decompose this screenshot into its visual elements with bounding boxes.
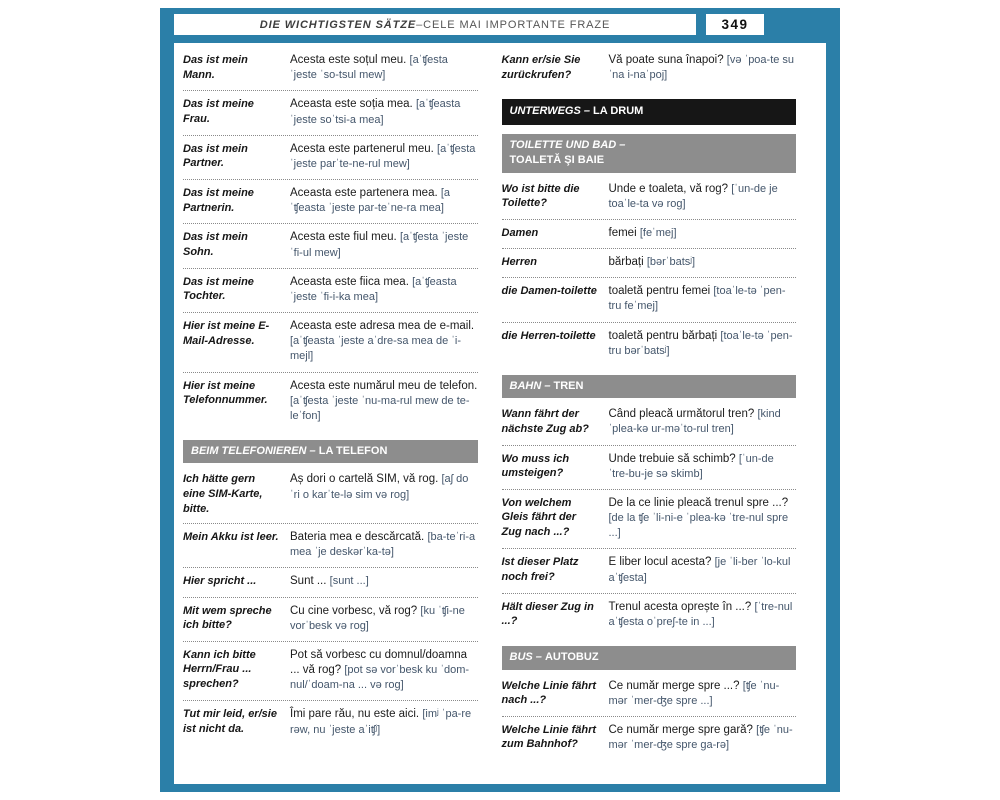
phrase-row (502, 446, 797, 490)
section-header-romanian: TOALETĂ ŞI BAIE (509, 154, 605, 167)
phonetic-transcription: [toaˈle-tə ˈpen-tru bərˈbatsʲ] (608, 329, 793, 357)
german-phrase: Wo muss ich umsteigen? (501, 452, 570, 480)
phonetic-transcription: [ˈun-de je toaˈle-ta və rog] (608, 182, 778, 210)
german-phrase: Das ist mein Partner. (183, 142, 248, 170)
romanian-translation: E liber locul acesta? (608, 556, 715, 569)
romanian-translation: Vă poate suna înapoi? (608, 54, 727, 66)
romanian-translation: De la ce linie pleacă trenul spre ...? (608, 496, 789, 509)
german-phrase: Ich hätte gern eine SIM-Karte, bitte. (183, 473, 263, 515)
romanian-translation: Ce număr merge spre gară? (608, 723, 757, 736)
romanian-translation: Acesta este soțul meu. (290, 54, 410, 66)
phrase-row (502, 220, 797, 249)
romanian-translation: Acesta este partenerul meu. (290, 142, 438, 155)
romanian-translation: Aceasta este adresa mea de e-mail. (290, 320, 475, 333)
phonetic-transcription: [bərˈbatsʲ] (646, 256, 696, 269)
german-phrase: Welche Linie fährt zum Bahnhof? (501, 723, 597, 751)
phonetic-transcription: [pot sə vorˈbesk ku ˈdom-nul/ˈdoam-na ... və rog] (290, 664, 470, 692)
translation-cell (599, 53, 797, 83)
german-phrase: die Damen-toilette (501, 285, 597, 298)
phrase-row (183, 701, 478, 744)
german-phrase: Damen (501, 226, 539, 239)
phonetic-transcription: [de la ʧe ˈli-ni-e ˈplea-kə ˈtre-nul spre ...] (608, 512, 789, 540)
phrase-row (183, 598, 478, 642)
translation-cell (599, 555, 797, 585)
translation-cell (280, 230, 478, 260)
translation-cell (280, 530, 478, 560)
phonetic-transcription: [aˈʧeasta ˈjeste soˈtsi-a mea] (290, 98, 461, 126)
phrase-row (183, 568, 478, 597)
translation-cell (599, 723, 797, 753)
romanian-translation: Trenul acesta oprește în ...? (608, 600, 755, 613)
romanian-translation: Aceasta este fiica mea. (290, 275, 413, 288)
german-phrase: Das ist meine Partnerin. (183, 187, 254, 214)
phrase-row (183, 136, 478, 180)
section-header (502, 375, 797, 398)
phrase-row (183, 642, 478, 702)
romanian-translation: Acesta este numărul meu de telefon. (290, 379, 478, 392)
section-header-german: BAHN – (509, 379, 554, 392)
page-number: 349 (706, 14, 764, 35)
romanian-translation: Aceasta este soția mea. (290, 98, 416, 111)
romanian-translation: Ce număr merge spre ...? (608, 679, 743, 692)
german-phrase: Von welchem Gleis fährt der Zug nach ...? (501, 496, 577, 538)
romanian-translation: Aș dori o cartelă SIM, vă rog. (290, 473, 442, 486)
section-header (183, 440, 478, 463)
phonetic-transcription: [aˈʧesta ˈjeste ˈfi-ul mew] (290, 231, 469, 259)
phrase-row (502, 278, 797, 322)
romanian-translation: Unde e toaleta, vă rog? (608, 182, 732, 195)
german-phrase: Das ist mein Sohn. (183, 231, 248, 258)
page-content (174, 43, 826, 784)
translation-cell (280, 379, 478, 425)
phonetic-transcription: [aˈʧeasta ˈjeste ˈfi-i-ka mea] (290, 275, 457, 303)
german-phrase: Mein Akku ist leer. (183, 531, 279, 544)
translation-cell (280, 648, 478, 694)
phrase-row (502, 594, 797, 637)
translation-cell (280, 53, 478, 83)
phrase-row (183, 269, 478, 313)
phrase-row (183, 180, 478, 224)
book-page (160, 8, 840, 792)
romanian-translation: Cu cine vorbesc, vă rog? (290, 604, 421, 617)
phonetic-transcription: [ʧe ˈnu-mər ˈmer-ʤe spre ...] (608, 679, 780, 707)
phrase-row (502, 47, 797, 90)
german-phrase: Kann ich bitte Herrn/Frau ... sprechen? (183, 648, 256, 690)
romanian-translation: Când pleacă următorul tren? (608, 408, 758, 421)
romanian-translation: bărbați (608, 256, 647, 269)
translation-cell (599, 600, 797, 630)
phonetic-transcription: [ʧe ˈnu-mər ˈmer-ʤe spre ga-rə] (608, 723, 793, 752)
phrase-row (502, 673, 797, 717)
romanian-translation: Sunt ... (290, 575, 330, 588)
phrase-row (502, 323, 797, 366)
german-phrase: die Herren-toilette (501, 329, 596, 342)
page-title (174, 14, 696, 35)
romanian-translation: Aceasta este partenera mea. (290, 187, 441, 200)
translation-cell (280, 707, 478, 737)
phrase-row (502, 401, 797, 445)
phrase-row (183, 313, 478, 373)
romanian-translation: Unde trebuie să schimb? (608, 452, 739, 465)
phrase-row (183, 524, 478, 568)
phonetic-transcription: [toaˈle-tə ˈpen-tru feˈmej] (608, 285, 786, 313)
section-header-german: TOILETTE UND BAD – (509, 138, 626, 151)
phonetic-transcription: [imʲ ˈpa-re rəw, nu ˈjeste aˈiʧʲ] (290, 708, 472, 736)
phrase-row (183, 466, 478, 524)
phonetic-transcription: [və ˈpoa-te suˈna i-naˈpoj] (608, 54, 795, 82)
german-phrase: Herren (501, 256, 537, 269)
section-header-romanian: LA DRUM (593, 105, 644, 118)
translation-cell (280, 142, 478, 172)
translation-cell (280, 604, 478, 634)
german-phrase: Mit wem spreche ich bitte? (183, 604, 272, 632)
section-header (502, 646, 797, 669)
translation-cell (599, 329, 797, 359)
translation-cell (599, 679, 797, 709)
phrase-row (183, 373, 478, 432)
translation-cell (280, 97, 478, 127)
section-header-romanian: TREN (553, 379, 584, 392)
phonetic-transcription: [aʃ doˈri o karˈte-lə sim və rog] (290, 473, 469, 501)
romanian-translation: Acesta este fiul meu. (290, 231, 400, 244)
section-header-german: BUS – (509, 651, 545, 664)
translation-cell (280, 472, 478, 516)
translation-cell (280, 319, 478, 365)
phonetic-transcription: [ˈun-de ˈtre-bu-je sə skimb] (608, 452, 774, 480)
phonetic-transcription: [aˈʧesta ˈjeste ˈso-tsul mew] (290, 54, 448, 82)
column-right (502, 47, 797, 778)
translation-cell (280, 186, 478, 216)
translation-cell (599, 226, 797, 241)
romanian-translation: Bateria mea e descărcată. (290, 531, 428, 544)
phonetic-transcription: [sunt ...] (329, 575, 369, 588)
german-phrase: Welche Linie fährt nach ...? (501, 679, 597, 707)
page-title-romanian: CELE MAI IMPORTANTE FRAZE (423, 18, 611, 31)
page-header (174, 14, 826, 35)
section-header-german: UNTERWEGS – (509, 105, 594, 118)
translation-cell (599, 255, 797, 270)
page-title-separator: – (416, 18, 424, 31)
german-phrase: Wo ist bitte die Toilette? (501, 182, 580, 210)
section-header-german: BEIM TELEFONIEREN – (191, 445, 319, 458)
translation-cell (599, 284, 797, 314)
translation-cell (599, 407, 797, 437)
phonetic-transcription: [aˈʧeasta ˈjeste aˈdre-sa mea de ˈi-mejl] (290, 335, 462, 363)
phrase-row (502, 717, 797, 760)
german-phrase: Wann fährt der nächste Zug ab? (501, 408, 589, 435)
german-phrase: Kann er/sie Sie zurückrufen? (501, 54, 581, 81)
column-left (183, 47, 478, 778)
phonetic-transcription: [aˈʧesta ˈjeste ˈnu-ma-rul mew de te-leˈfon] (290, 394, 470, 422)
translation-cell (280, 574, 478, 589)
german-phrase: Hält dieser Zug in ...? (501, 600, 594, 628)
phonetic-transcription: [je ˈli-ber ˈlo-kul aˈʧesta] (608, 556, 791, 584)
translation-cell (599, 182, 797, 212)
phrase-row (183, 91, 478, 135)
section-header (502, 99, 797, 124)
german-phrase: Hier spricht ... (183, 575, 257, 588)
phrase-row (502, 549, 797, 593)
german-phrase: Das ist mein Mann. (183, 54, 248, 81)
page-title-german: DIE WICHTIGSTEN SÄTZE (259, 18, 417, 31)
phrase-row (183, 47, 478, 91)
romanian-translation: femei (608, 226, 640, 239)
phrase-row (502, 249, 797, 278)
romanian-translation: Pot să vorbesc cu domnul/doamna ... vă rog? (290, 648, 468, 677)
phonetic-transcription: [aˈʧesta ˈjeste parˈte-ne-rul mew] (290, 142, 476, 170)
german-phrase: Tut mir leid, er/sie ist nicht da. (183, 708, 277, 735)
romanian-translation: Îmi pare rău, nu este aici. (290, 708, 423, 721)
translation-cell (599, 452, 797, 482)
german-phrase: Hier ist meine E-Mail-Adresse. (183, 320, 270, 347)
section-header-romanian: AUTOBUZ (544, 651, 599, 664)
romanian-translation: toaletă pentru femei (608, 285, 714, 298)
phonetic-transcription: [feˈmej] (639, 226, 677, 239)
phrase-row (183, 224, 478, 268)
german-phrase: Das ist meine Frau. (183, 98, 254, 125)
section-header-romanian: LA TELEFON (318, 445, 388, 458)
german-phrase: Das ist meine Tochter. (183, 275, 254, 303)
translation-cell (599, 496, 797, 542)
phrase-row (502, 490, 797, 550)
phrase-row (502, 176, 797, 220)
phonetic-transcription: [kind ˈplea-kə ur-məˈto-rul tren] (608, 408, 781, 436)
german-phrase: Ist dieser Platz noch frei? (501, 556, 579, 583)
section-header (502, 134, 797, 173)
phonetic-transcription: [ku ˈʧi-ne vorˈbesk və rog] (290, 604, 465, 632)
translation-cell (280, 275, 478, 305)
german-phrase: Hier ist meine Telefonnummer. (183, 379, 268, 407)
phonetic-transcription: [ba-teˈri-a mea ˈje deskərˈka-tə] (290, 531, 476, 559)
phonetic-transcription: [aˈʧeasta ˈjeste par-teˈne-ra mea] (290, 187, 451, 215)
phonetic-transcription: [ˈtre-nul aˈʧesta oˈpreʃ-te in ...] (608, 600, 793, 628)
romanian-translation: toaletă pentru bărbați (608, 329, 721, 342)
